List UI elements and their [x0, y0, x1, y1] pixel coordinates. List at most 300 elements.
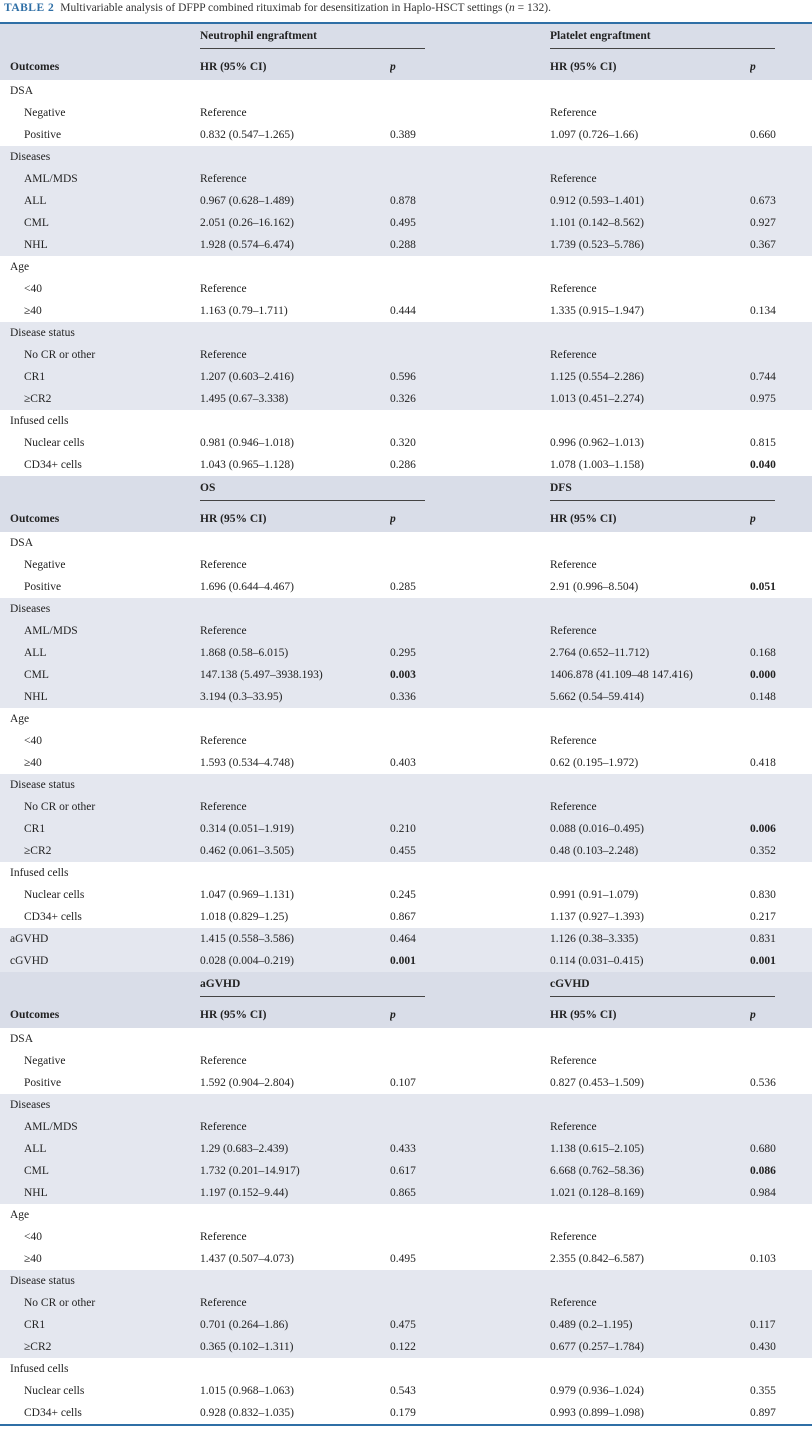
- group-label-left: OS: [200, 482, 425, 501]
- row-label: Diseases: [0, 146, 200, 168]
- table-row: [0, 124, 812, 146]
- hr-value-right: 1.125 (0.554–2.286): [550, 366, 750, 388]
- hr-value-right: [550, 322, 750, 344]
- p-value-right: 0.117: [750, 1314, 812, 1336]
- p-value-left: 0.543: [390, 1385, 416, 1397]
- p-value-left: 0.865: [390, 1182, 550, 1204]
- hr-value-left: 0.028 (0.004–0.219): [200, 950, 390, 972]
- row-label: Age: [10, 1209, 30, 1221]
- row-label: CR1: [0, 818, 200, 840]
- p-value-left: 0.389: [390, 129, 416, 141]
- column-header-row: [0, 506, 812, 532]
- hr-value-right: [550, 1028, 750, 1050]
- hr-value-left: 3.194 (0.3–33.95): [200, 686, 390, 708]
- table-row: [0, 366, 812, 388]
- p-value-right: [750, 554, 812, 576]
- table-row: [0, 102, 812, 124]
- hr-value-left: [200, 862, 390, 884]
- p-value-right: [750, 1226, 812, 1248]
- p-header-right: p: [750, 1002, 812, 1028]
- hr-value-right: 0.48 (0.103–2.248): [550, 840, 750, 862]
- hr-value-right: 0.827 (0.453–1.509): [550, 1077, 644, 1089]
- p-value-left: [390, 796, 550, 818]
- hr-value-left: 1.197 (0.152–9.44): [200, 1182, 390, 1204]
- group-header-left: [200, 24, 550, 54]
- hr-value-left: 1.207 (0.603–2.416): [200, 366, 390, 388]
- group-label-right: Platelet engraftment: [550, 30, 775, 49]
- row-label: ≥CR2: [0, 388, 200, 410]
- hr-value-right: 1.137 (0.927–1.393): [550, 911, 644, 923]
- p-value-left: 0.433: [390, 1138, 550, 1160]
- p-value-left: [390, 1204, 550, 1226]
- table-row: [0, 840, 812, 862]
- hr-value-left: 1.928 (0.574–6.474): [200, 234, 390, 256]
- p-value-left: 0.003: [390, 664, 550, 686]
- hr-header-right: HR (95% CI): [550, 1002, 750, 1028]
- table-row: [0, 664, 812, 686]
- table-row: [0, 1380, 812, 1402]
- p-value-right: [750, 730, 812, 752]
- row-label: Positive: [24, 581, 62, 593]
- p-value-right: 0.430: [750, 1336, 812, 1358]
- hr-value-right: 6.668 (0.762–58.36): [550, 1160, 750, 1182]
- table-label: TABLE 2: [4, 2, 55, 14]
- section-header-row: [0, 972, 812, 1002]
- p-header-right: p: [750, 54, 812, 80]
- row-label: Infused cells: [10, 1363, 69, 1375]
- p-value-left: [390, 80, 550, 102]
- p-value-right: 0.040: [750, 459, 776, 471]
- hr-value-right: [550, 1094, 750, 1116]
- p-value-left: [390, 278, 550, 300]
- group-header-left: [200, 476, 550, 506]
- hr-value-right: 0.979 (0.936–1.024): [550, 1385, 644, 1397]
- table-row: [0, 1094, 812, 1116]
- p-value-left: 0.444: [390, 305, 416, 317]
- row-label: ≥40: [24, 757, 42, 769]
- hr-value-left: [200, 146, 390, 168]
- row-label: AML/MDS: [0, 168, 200, 190]
- caption-text: Multivariable analysis of DFPP combined rituximab for desensitization in Haplo-HSCT settings (: [60, 2, 510, 14]
- hr-value-left: [200, 532, 390, 554]
- table-row: [0, 1072, 812, 1094]
- hr-value-left: [200, 410, 390, 432]
- hr-value-left: 0.701 (0.264–1.86): [200, 1314, 390, 1336]
- group-header-left: [200, 972, 550, 1002]
- row-label: AML/MDS: [0, 1116, 200, 1138]
- hr-value-right: Reference: [550, 1231, 597, 1243]
- hr-value-left: Reference: [200, 796, 390, 818]
- p-value-left: [390, 598, 550, 620]
- hr-value-left: Reference: [200, 1055, 247, 1067]
- row-label: AML/MDS: [0, 620, 200, 642]
- row-label: Negative: [24, 1055, 66, 1067]
- p-value-left: [390, 1028, 550, 1050]
- row-label: No CR or other: [0, 1292, 200, 1314]
- row-label: ALL: [0, 190, 200, 212]
- hr-value-right: Reference: [550, 344, 750, 366]
- hr-value-right: [550, 256, 750, 278]
- table-row: [0, 730, 812, 752]
- table-row: [0, 862, 812, 884]
- p-value-left: 0.617: [390, 1160, 550, 1182]
- hr-value-right: [550, 1270, 750, 1292]
- row-label: CML: [0, 1160, 200, 1182]
- p-value-right: 0.660: [750, 129, 776, 141]
- hr-value-left: 1.043 (0.965–1.128): [200, 459, 294, 471]
- p-value-left: 0.455: [390, 840, 550, 862]
- hr-value-left: 1.495 (0.67–3.338): [200, 388, 390, 410]
- hr-value-left: 1.047 (0.969–1.131): [200, 889, 294, 901]
- row-label: ≥CR2: [0, 1336, 200, 1358]
- hr-value-left: [200, 1028, 390, 1050]
- hr-value-left: [200, 774, 390, 796]
- p-value-left: [390, 708, 550, 730]
- table-bottom-rule: [0, 1424, 812, 1426]
- p-value-right: 0.536: [750, 1077, 776, 1089]
- hr-value-left: 147.138 (5.497–3938.193): [200, 664, 390, 686]
- row-label: Disease status: [0, 1270, 200, 1292]
- row-label: No CR or other: [0, 796, 200, 818]
- p-value-right: 0.001: [750, 950, 812, 972]
- p-value-right: 0.006: [750, 818, 812, 840]
- p-value-right: [750, 168, 812, 190]
- p-value-left: 0.495: [390, 1253, 416, 1265]
- table-row: [0, 818, 812, 840]
- table-row: [0, 432, 812, 454]
- hr-value-left: [200, 80, 390, 102]
- hr-value-right: 0.677 (0.257–1.784): [550, 1336, 750, 1358]
- column-header-row: [0, 54, 812, 80]
- hr-value-right: 1.078 (1.003–1.158): [550, 459, 644, 471]
- p-value-left: [390, 344, 550, 366]
- p-value-right: [750, 322, 812, 344]
- p-value-right: [750, 598, 812, 620]
- hr-header-right: HR (95% CI): [550, 54, 750, 80]
- table-row: [0, 344, 812, 366]
- results-table-body: [0, 24, 812, 1424]
- table-row: [0, 212, 812, 234]
- p-value-right: 0.927: [750, 212, 812, 234]
- row-label: ALL: [0, 642, 200, 664]
- p-value-left: 0.179: [390, 1407, 416, 1419]
- table-row: [0, 686, 812, 708]
- hr-value-right: Reference: [550, 283, 597, 295]
- p-value-right: [750, 344, 812, 366]
- p-value-right: 0.897: [750, 1407, 776, 1419]
- hr-value-right: 5.662 (0.54–59.414): [550, 686, 750, 708]
- row-label: DSA: [10, 537, 34, 549]
- hr-value-right: 0.088 (0.016–0.495): [550, 818, 750, 840]
- table-row: [0, 774, 812, 796]
- table-row: [0, 1050, 812, 1072]
- hr-value-right: Reference: [550, 735, 597, 747]
- hr-value-left: 0.365 (0.102–1.311): [200, 1336, 390, 1358]
- table-row: [0, 928, 812, 950]
- hr-value-left: 1.732 (0.201–14.917): [200, 1160, 390, 1182]
- table-row: [0, 300, 812, 322]
- row-label: Negative: [24, 559, 66, 571]
- p-value-left: 0.495: [390, 212, 550, 234]
- hr-value-right: [550, 862, 750, 884]
- p-value-left: 0.245: [390, 889, 416, 901]
- hr-value-right: 1.138 (0.615–2.105): [550, 1138, 750, 1160]
- hr-value-left: [200, 256, 390, 278]
- table-row: [0, 168, 812, 190]
- hr-header-left: HR (95% CI): [200, 1002, 390, 1028]
- row-label: Diseases: [0, 598, 200, 620]
- row-label: NHL: [0, 1182, 200, 1204]
- hr-value-right: Reference: [550, 1116, 750, 1138]
- table-row: [0, 1292, 812, 1314]
- p-value-left: 0.107: [390, 1077, 416, 1089]
- p-value-right: [750, 1204, 812, 1226]
- p-value-right: [750, 796, 812, 818]
- p-value-right: 0.086: [750, 1160, 812, 1182]
- row-label: ALL: [0, 1138, 200, 1160]
- table-row: [0, 1116, 812, 1138]
- p-value-left: 0.320: [390, 437, 416, 449]
- header-blank: [0, 476, 200, 506]
- hr-value-left: Reference: [200, 735, 247, 747]
- p-value-right: [750, 146, 812, 168]
- hr-value-right: 0.996 (0.962–1.013): [550, 437, 644, 449]
- hr-value-left: [200, 1358, 390, 1380]
- hr-value-right: [550, 1358, 750, 1380]
- hr-value-left: 0.981 (0.946–1.018): [200, 437, 294, 449]
- table-row: [0, 950, 812, 972]
- hr-value-right: Reference: [550, 559, 597, 571]
- hr-value-right: [550, 532, 750, 554]
- p-value-right: 0.830: [750, 889, 776, 901]
- p-value-left: 0.403: [390, 757, 416, 769]
- row-label: Nuclear cells: [24, 1385, 85, 1397]
- group-label-left: aGVHD: [200, 978, 425, 997]
- hr-value-left: Reference: [200, 107, 247, 119]
- hr-value-left: 1.015 (0.968–1.063): [200, 1385, 294, 1397]
- row-label: DSA: [10, 1033, 34, 1045]
- section-header-row: [0, 24, 812, 54]
- row-label: Infused cells: [10, 867, 69, 879]
- hr-value-right: 1.739 (0.523–5.786): [550, 234, 750, 256]
- p-value-right: 0.831: [750, 928, 812, 950]
- caption-n: n: [509, 2, 515, 14]
- p-value-right: 0.148: [750, 686, 812, 708]
- table-row: [0, 1204, 812, 1226]
- table-row: [0, 620, 812, 642]
- group-header-right: [550, 24, 812, 54]
- hr-value-left: 1.163 (0.79–1.711): [200, 305, 288, 317]
- table-row: [0, 1248, 812, 1270]
- p-value-right: [750, 80, 812, 102]
- hr-value-left: 1.868 (0.58–6.015): [200, 642, 390, 664]
- p-value-left: [390, 554, 550, 576]
- p-value-right: [750, 1358, 812, 1380]
- p-value-right: 0.217: [750, 911, 776, 923]
- hr-value-right: 0.114 (0.031–0.415): [550, 950, 750, 972]
- row-label: aGVHD: [0, 928, 200, 950]
- p-value-right: 0.673: [750, 190, 812, 212]
- p-header-left: p: [390, 54, 550, 80]
- hr-value-left: [200, 598, 390, 620]
- table-row: [0, 322, 812, 344]
- hr-value-right: 2.764 (0.652–11.712): [550, 642, 750, 664]
- p-value-left: 0.878: [390, 190, 550, 212]
- hr-value-right: [550, 1204, 750, 1226]
- table-row: [0, 1336, 812, 1358]
- p-value-left: 0.295: [390, 642, 550, 664]
- row-label: Disease status: [0, 322, 200, 344]
- p-value-left: 0.001: [390, 950, 550, 972]
- group-label-left: Neutrophil engraftment: [200, 30, 425, 49]
- hr-value-left: 0.967 (0.628–1.489): [200, 190, 390, 212]
- p-value-left: [390, 102, 550, 124]
- hr-value-right: 1.021 (0.128–8.169): [550, 1182, 750, 1204]
- row-label: Positive: [24, 129, 62, 141]
- p-value-left: [390, 620, 550, 642]
- row-label: Age: [10, 261, 30, 273]
- p-value-left: [390, 256, 550, 278]
- row-label: Negative: [24, 107, 66, 119]
- table-row: [0, 752, 812, 774]
- p-value-left: [390, 1358, 550, 1380]
- p-value-right: 0.134: [750, 305, 776, 317]
- group-header-right: [550, 972, 812, 1002]
- p-value-left: 0.288: [390, 234, 550, 256]
- hr-value-left: 1.415 (0.558–3.586): [200, 928, 390, 950]
- hr-value-left: Reference: [200, 559, 247, 571]
- p-value-right: [750, 774, 812, 796]
- hr-value-left: 1.29 (0.683–2.439): [200, 1138, 390, 1160]
- table-row: [0, 410, 812, 432]
- table-row: [0, 598, 812, 620]
- hr-value-right: Reference: [550, 796, 750, 818]
- hr-value-left: [200, 1270, 390, 1292]
- hr-value-right: 1.126 (0.38–3.335): [550, 928, 750, 950]
- outcomes-header: Outcomes: [0, 54, 200, 80]
- p-header-left: p: [390, 506, 550, 532]
- hr-value-right: [550, 708, 750, 730]
- table-row: [0, 256, 812, 278]
- row-label: <40: [24, 283, 42, 295]
- outcomes-header: Outcomes: [0, 1002, 200, 1028]
- p-value-right: [750, 862, 812, 884]
- table-row: [0, 1226, 812, 1248]
- row-label: No CR or other: [0, 344, 200, 366]
- p-value-left: 0.326: [390, 388, 550, 410]
- table-row: [0, 642, 812, 664]
- hr-header-right: HR (95% CI): [550, 506, 750, 532]
- table-row: [0, 388, 812, 410]
- outcomes-header: Outcomes: [0, 506, 200, 532]
- row-label: CD34+ cells: [24, 1407, 82, 1419]
- table-caption: [0, 0, 812, 22]
- hr-value-right: [550, 146, 750, 168]
- hr-value-right: 1.013 (0.451–2.274): [550, 388, 750, 410]
- p-value-right: [750, 102, 812, 124]
- hr-value-right: 1.101 (0.142–8.562): [550, 212, 750, 234]
- p-value-left: 0.122: [390, 1336, 550, 1358]
- table-row: [0, 146, 812, 168]
- group-label-right: DFS: [550, 482, 775, 501]
- p-value-left: [390, 168, 550, 190]
- header-blank: [0, 24, 200, 54]
- p-value-left: [390, 1226, 550, 1248]
- hr-value-left: [200, 708, 390, 730]
- row-label: CR1: [0, 1314, 200, 1336]
- hr-value-right: [550, 410, 750, 432]
- hr-value-left: 1.696 (0.644–4.467): [200, 581, 294, 593]
- p-value-right: [750, 1094, 812, 1116]
- p-value-right: 0.000: [750, 664, 812, 686]
- table-row: [0, 884, 812, 906]
- table-row: [0, 1358, 812, 1380]
- hr-value-right: 2.91 (0.996–8.504): [550, 581, 639, 593]
- table-row: [0, 1160, 812, 1182]
- hr-value-right: 2.355 (0.842–6.587): [550, 1253, 644, 1265]
- p-value-left: [390, 410, 550, 432]
- hr-value-left: 1.018 (0.829–1.25): [200, 911, 289, 923]
- p-value-right: 0.975: [750, 388, 812, 410]
- hr-value-left: [200, 1094, 390, 1116]
- row-label: <40: [24, 1231, 42, 1243]
- hr-value-right: Reference: [550, 107, 597, 119]
- p-value-left: [390, 1050, 550, 1072]
- header-blank: [0, 972, 200, 1002]
- p-value-left: 0.285: [390, 581, 416, 593]
- table-row: [0, 576, 812, 598]
- hr-value-right: 0.489 (0.2–1.195): [550, 1314, 750, 1336]
- hr-value-right: Reference: [550, 1055, 597, 1067]
- p-value-right: 0.680: [750, 1138, 812, 1160]
- section-header-row: [0, 476, 812, 506]
- row-label: Disease status: [0, 774, 200, 796]
- hr-value-right: 0.912 (0.593–1.401): [550, 190, 750, 212]
- hr-value-left: Reference: [200, 283, 247, 295]
- results-table: [0, 24, 812, 1424]
- p-value-left: [390, 862, 550, 884]
- row-label: CD34+ cells: [24, 911, 82, 923]
- p-value-right: [750, 532, 812, 554]
- hr-value-left: 0.314 (0.051–1.919): [200, 818, 390, 840]
- hr-value-right: [550, 80, 750, 102]
- p-value-right: 0.815: [750, 437, 776, 449]
- table-row: [0, 1314, 812, 1336]
- p-value-right: 0.418: [750, 757, 776, 769]
- hr-value-right: 1.335 (0.915–1.947): [550, 305, 644, 317]
- table-row: [0, 1402, 812, 1424]
- hr-value-right: 0.993 (0.899–1.098): [550, 1407, 644, 1419]
- table-row: [0, 532, 812, 554]
- hr-value-right: Reference: [550, 168, 750, 190]
- hr-value-right: [550, 598, 750, 620]
- p-value-left: 0.464: [390, 928, 550, 950]
- row-label: CML: [0, 212, 200, 234]
- table-row: [0, 796, 812, 818]
- hr-value-right: 1.097 (0.726–1.66): [550, 129, 639, 141]
- p-value-right: [750, 256, 812, 278]
- p-header-right: p: [750, 506, 812, 532]
- p-value-left: [390, 1094, 550, 1116]
- p-value-left: 0.210: [390, 818, 550, 840]
- p-value-left: [390, 532, 550, 554]
- p-header-left: p: [390, 1002, 550, 1028]
- hr-value-left: Reference: [200, 344, 390, 366]
- table-row: [0, 190, 812, 212]
- hr-value-left: 2.051 (0.26–16.162): [200, 212, 390, 234]
- row-label: Age: [10, 713, 30, 725]
- hr-value-left: 1.592 (0.904–2.804): [200, 1077, 294, 1089]
